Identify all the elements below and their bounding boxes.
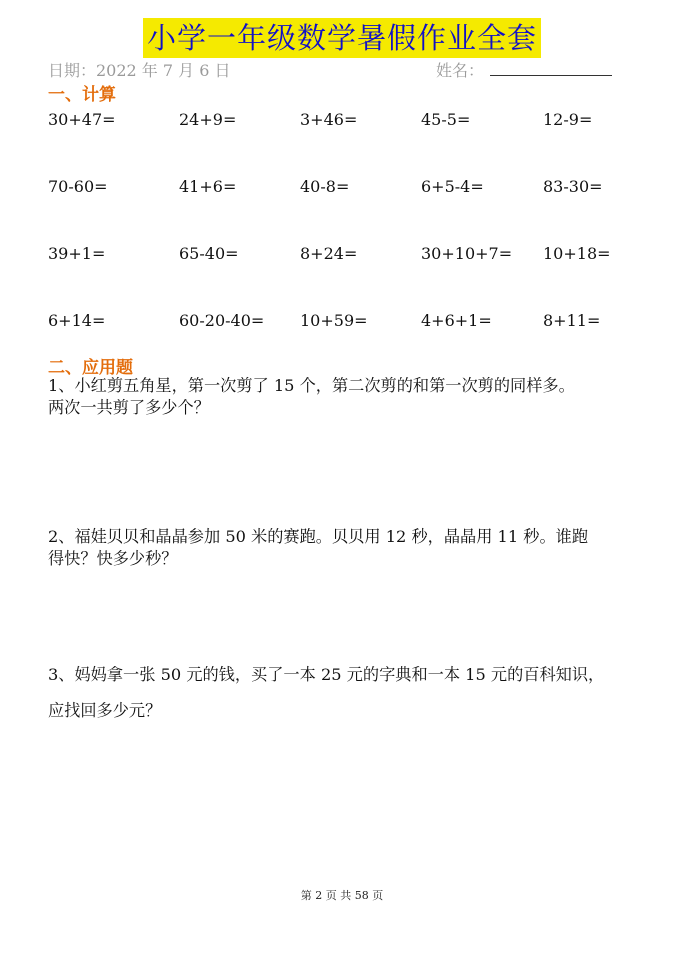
word-problems-heading: 二、应用题 — [48, 358, 133, 378]
calc-row — [48, 177, 648, 201]
calc-problem: 6+14= — [48, 311, 106, 330]
title-wrap — [0, 18, 684, 58]
calc-problem: 41+6= — [179, 177, 237, 196]
calc-problem: 60-20-40= — [179, 311, 265, 330]
page-footer: 第 2 页 共 58 页 — [300, 889, 384, 902]
calc-problem: 24+9= — [179, 110, 237, 129]
date-label: 日期：2022 年 7 月 6 日 — [48, 61, 231, 80]
calc-row — [48, 244, 648, 268]
name-blank-line — [490, 61, 612, 76]
calc-problem: 30+47= — [48, 110, 116, 129]
calc-problem: 10+59= — [300, 311, 368, 330]
calc-row — [48, 311, 648, 335]
name-label: 姓名： — [436, 61, 485, 80]
name-field — [436, 58, 612, 81]
page-title: 小学一年级数学暑假作业全套 — [143, 18, 541, 58]
word-problem-2 — [48, 526, 648, 570]
calc-problem: 40-8= — [300, 177, 350, 196]
calc-problem: 45-5= — [421, 110, 471, 129]
calc-problem: 8+24= — [300, 244, 358, 263]
word-problem-3 — [48, 664, 648, 722]
calc-row — [48, 110, 648, 134]
problem-text: 两次一共剪了多少个？ — [48, 398, 210, 417]
calc-problem: 65-40= — [179, 244, 239, 263]
calc-problem: 30+10+7= — [421, 244, 513, 263]
calc-problem: 83-30= — [543, 177, 603, 196]
problem-text: 3、妈妈拿一张 50 元的钱，买了一本 25 元的字典和一本 15 元的百科知识， — [48, 665, 605, 684]
calc-problem: 39+1= — [48, 244, 106, 263]
problem-text: 应找回多少元？ — [48, 701, 162, 720]
calc-problem: 12-9= — [543, 110, 593, 129]
calc-problem: 70-60= — [48, 177, 108, 196]
problem-text: 1、小红剪五角星，第一次剪了 15 个，第二次剪的和第一次剪的同样多。 — [48, 376, 575, 395]
calc-problem: 4+6+1= — [421, 311, 492, 330]
calc-problem: 6+5-4= — [421, 177, 484, 196]
calc-problem: 10+18= — [543, 244, 611, 263]
problem-text: 得快？快多少秒？ — [48, 549, 178, 568]
calc-section-heading: 一、计算 — [48, 85, 116, 105]
calc-problem: 3+46= — [300, 110, 358, 129]
problem-text: 2、福娃贝贝和晶晶参加 50 米的赛跑。贝贝用 12 秒，晶晶用 11 秒。谁跑 — [48, 527, 589, 546]
word-problem-1 — [48, 375, 648, 419]
calc-problem: 8+11= — [543, 311, 601, 330]
